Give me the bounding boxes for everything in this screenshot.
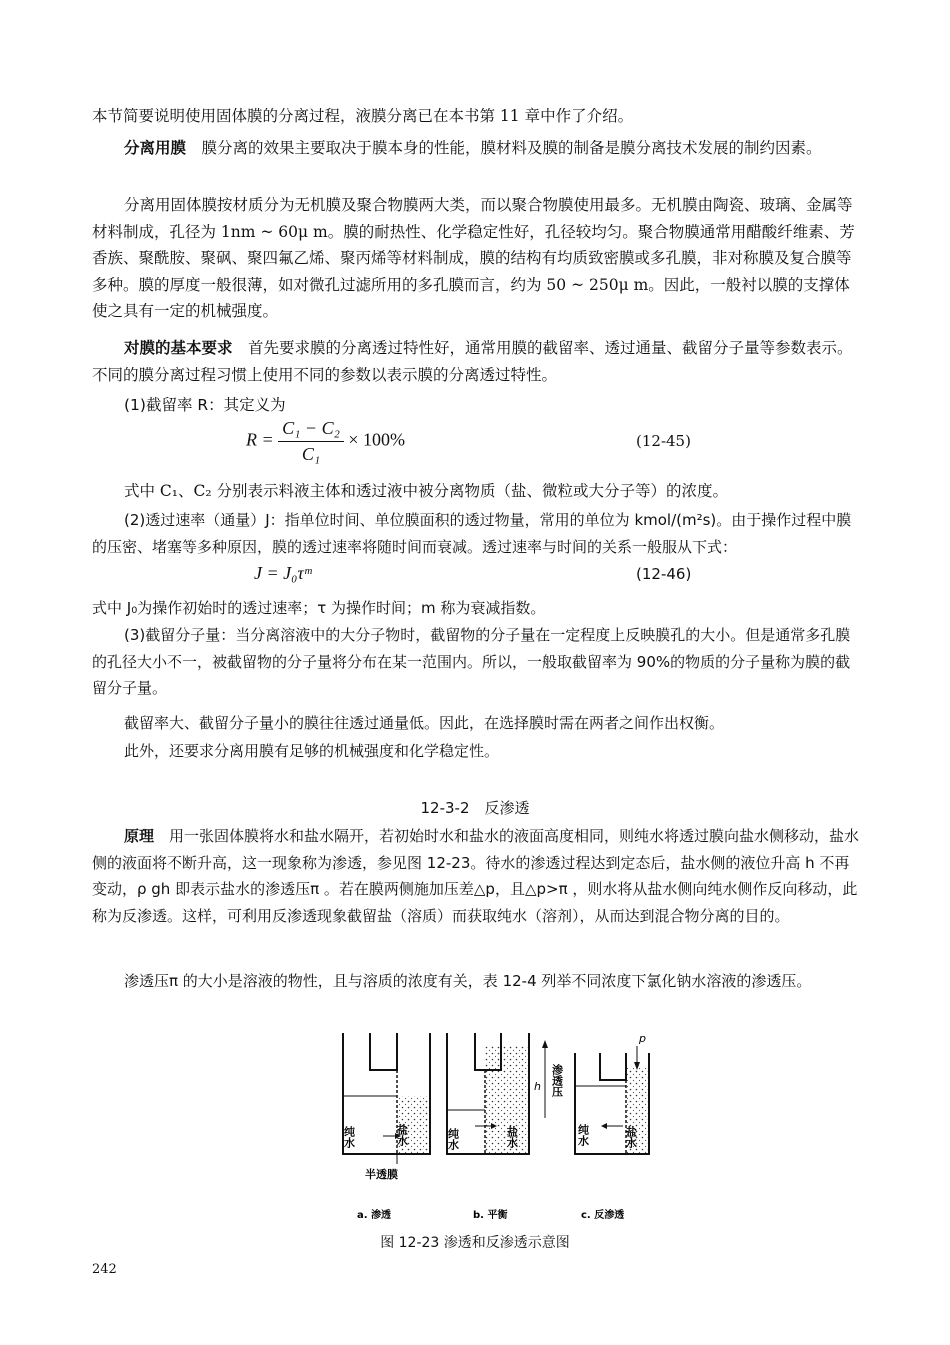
- diagram-b-equilibrium: [447, 1033, 564, 1154]
- paragraph-strength: 此外，还要求分离用膜有足够的机械强度和化学稳定性。: [124, 742, 500, 760]
- paragraph-text: 首先要求膜的分离透过特性好，通常用膜的截留率、透过通量、截留分子量等参数表示。不同的膜分离过程习惯上使用不同的参数以表示膜的分离透过特性。: [92, 339, 853, 384]
- subfigure-label-b: b. 平衡: [473, 1210, 508, 1221]
- subfigure-label-a: a. 渗透: [357, 1210, 392, 1221]
- label-pure-water: 纯水: [446, 1128, 460, 1150]
- label-pure-water: 纯水: [342, 1126, 356, 1148]
- label-p: p: [639, 1032, 646, 1045]
- paragraph-principle: [92, 823, 862, 929]
- paragraph-materials: 分离用固体膜按材质分为无机膜及聚合物膜两大类，而以聚合物膜使用最多。无机膜由陶瓷、玻璃、金属等材料制成，孔径为 1nm ~ 60μ m。膜的耐热性、化学稳定性好，孔径较均匀。聚合物膜通常用醋酸纤维素、芳香族、聚酰胺、聚砜、聚四氟乙烯、聚丙烯等材料制成，膜的结构有均质致密膜或多孔膜，非对称膜及复合膜等多种。膜的厚度一般很薄，如对微孔过滤所用的多孔膜而言，约为 50 ~ 250μ m。因此，一般衬以膜的支撑体使之具有一定的机械强度。: [92, 196, 855, 320]
- paragraph-text: 用一张固体膜将水和盐水隔开，若初始时水和盐水的液面高度相同，则纯水将透过膜向盐水侧移动，盐水侧的液面将不断升高，这一现象称为渗透，参见图 12-23。待水的渗透过程达到定态后，盐水侧的液位升高 h 不再变动，ρ gh 即表示盐水的渗透压π 。若在膜两侧施加压差△p，且△p>π ，则水将从盐水侧向纯水侧作反向移动，此称为反渗透。这样，可利用反渗透现象截留盐（溶质）而获取纯水（溶剂），从而达到混合物分离的目的。: [92, 827, 860, 925]
- label-salt-water: 盐水: [505, 1126, 519, 1148]
- label-pure-water: 纯水: [576, 1124, 590, 1146]
- paragraph-tradeoff: 截留率大、截留分子量小的膜往往透过通量低。因此，在选择膜时需在两者之间作出权衡。: [124, 714, 725, 732]
- label-salt-water: 盐水: [624, 1126, 638, 1148]
- label-osmotic-pressure: 渗透压: [550, 1064, 564, 1097]
- equation-12-46: J = J₀τᵐ: [254, 563, 312, 583]
- equation-fraction: [278, 418, 344, 465]
- label-h: h: [534, 1080, 541, 1093]
- heading-inline: 原理: [124, 827, 155, 845]
- paragraph-text: 膜分离的效果主要取决于膜本身的性能，膜材料及膜的制备是膜分离技术发展的制约因素。: [186, 139, 822, 157]
- figure-caption: 图 12-23 渗透和反渗透示意图: [380, 1235, 570, 1251]
- equation-number: (12-45): [636, 432, 691, 450]
- label-membrane: 半透膜: [365, 1168, 398, 1181]
- paragraph-where-c: 式中 C₁、C₂ 分别表示料液主体和透过液中被分离物质（盐、微粒或大分子等）的浓度。: [124, 482, 729, 500]
- subfigure-label-c: c. 反渗透: [581, 1210, 625, 1221]
- paragraph-osmotic-pressure: 渗透压π 的大小是溶液的物性，且与溶质的浓度有关，表 12-4 列举不同浓度下氯化钠水溶液的渗透压。: [124, 972, 812, 990]
- equation-lhs: R =: [246, 429, 274, 450]
- equation-12-45: [246, 418, 405, 465]
- paragraph-rejection: (1)截留率 R：其定义为: [124, 396, 286, 414]
- equation-denominator: C₁: [301, 444, 321, 464]
- heading-inline: 分离用膜: [124, 139, 187, 157]
- paragraph-flux: (2)透过速率（通量）J：指单位时间、单位膜面积的透过物量，常用的单位为 kmol/(m²s)。由于操作过程中膜的压密、堵塞等多种原因，膜的透过速率将随时间而衰减。透过速率与时间的关系一般服从下式：: [92, 511, 852, 556]
- equation-rhs: × 100%: [348, 429, 405, 450]
- paragraph-membrane-use: [92, 135, 862, 162]
- paragraph-where-j: 式中 J₀为操作初始时的透过速率；τ 为操作时间；m 称为衰减指数。: [92, 599, 546, 617]
- paragraph-mwco: (3)截留分子量：当分离溶液中的大分子物时，截留物的分子量在一定程度上反映膜孔的大小。但是通常多孔膜的孔径大小不一，被截留物的分子量将分布在某一范围内。所以，一般取截留率为 90%的物质的分子量称为膜的截留分子量。: [92, 626, 851, 697]
- equation-number: (12-46): [636, 565, 692, 583]
- label-salt-water: 盐水: [395, 1124, 409, 1146]
- diagram-a-osmosis: [343, 1033, 431, 1181]
- diagram-c-reverse-osmosis: [575, 1032, 649, 1154]
- equation-numerator: C₁ − C₂: [278, 418, 344, 442]
- heading-inline: 对膜的基本要求: [124, 339, 233, 357]
- paragraph-intro: 本节简要说明使用固体膜的分离过程，液膜分离已在本书第 11 章中作了介绍。: [92, 107, 634, 125]
- page-number: 242: [92, 1262, 117, 1277]
- section-title: 12-3-2 反渗透: [420, 799, 530, 817]
- paragraph-requirements: [92, 335, 862, 388]
- figure-osmosis: [335, 1028, 655, 1228]
